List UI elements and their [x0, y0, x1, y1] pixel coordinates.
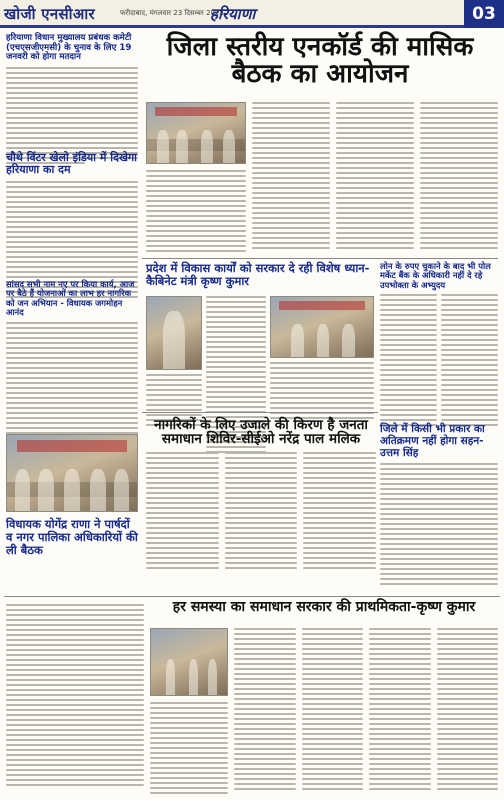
public-meeting-photo: [150, 628, 228, 696]
story-hsgmc-election: [6, 34, 138, 167]
story-ncord-meeting: [142, 34, 498, 89]
story-samadhan-shivir: [146, 418, 376, 575]
story-body: [380, 294, 498, 432]
story-headline: नागरिकों के लिए उजाले की किरण है जनता समाधान शिविर-सीईओ नरेंद्र पाल मलिक: [154, 417, 368, 448]
story-encroachment: [380, 424, 498, 588]
story-body: [380, 463, 498, 585]
story-development-works: [146, 262, 374, 288]
story-headline: जिले में किसी भी प्रकार का अतिक्रमण नहीं होगा सहन- उत्तम सिंह: [380, 423, 485, 459]
page-number: 03: [464, 0, 504, 28]
rule: [142, 412, 378, 413]
story-headline: हर समस्या का समाधान सरकार की प्राथमिकता-कृष्ण कुमार: [172, 599, 476, 615]
mla-meeting-photo: [6, 434, 138, 512]
story-body: [6, 604, 144, 789]
masthead: [0, 0, 504, 28]
story-body: [270, 362, 374, 422]
story-loan-bank: [380, 262, 498, 432]
story-body: [6, 67, 138, 164]
story-headline: हरियाणा विधान मुख्यालय प्रबंधक कमेटी (एचएसजीएमसी) के चुनाव के लिए 19 जनवरी को होगा मतदान: [6, 33, 132, 63]
minister-photo: [146, 296, 202, 370]
meeting-photo: [146, 102, 246, 164]
story-headline: लोन के रुपए चुकाने के बाद भी पोल मर्केट बैंक के अधिकारी नहीं दे रहे उपभोक्ता के अभ्युदय: [380, 261, 491, 290]
story-body-columns: [252, 102, 498, 255]
story-headline: जिला स्तरीय एनकॉर्ड की मासिक बैठक का आयोजन: [166, 32, 474, 90]
story-body-columns: [234, 628, 498, 796]
story-mla-rana: [6, 518, 138, 557]
story-body: [150, 702, 228, 797]
story-headline: चौथे विंटर खेलो इंडिया में दिखेगा हरियाणा का दम: [6, 151, 137, 177]
story-headline: सांसद सभी नाम नए पर किया कार्य, आज पर बैठे हैं योजनाओं का लाभ हर नागरिक को जन अभियान - विधायक जगमोहन आनंद: [6, 279, 135, 318]
story-body: [146, 452, 376, 575]
story-body-left: [146, 170, 246, 255]
newspaper-name: खोजी एनसीआर: [4, 5, 95, 23]
story-priority: [150, 600, 498, 615]
section-title: हरियाणा: [210, 5, 256, 23]
rule: [4, 596, 500, 597]
event-photo: [270, 296, 374, 358]
rule: [142, 258, 498, 259]
story-headline: विधायक योगेंद्र राणा ने पार्षदों व नगर पालिका अधिकारियों की ली बैठक: [6, 517, 138, 557]
issue-date: फरीदाबाद, मंगलवार 23 दिसम्बर 2025: [120, 9, 224, 17]
story-headline: प्रदेश में विकास कार्यों को सरकार दे रही विशेष ध्यान- कैबिनेट मंत्री कृष्ण कुमार: [146, 261, 370, 288]
